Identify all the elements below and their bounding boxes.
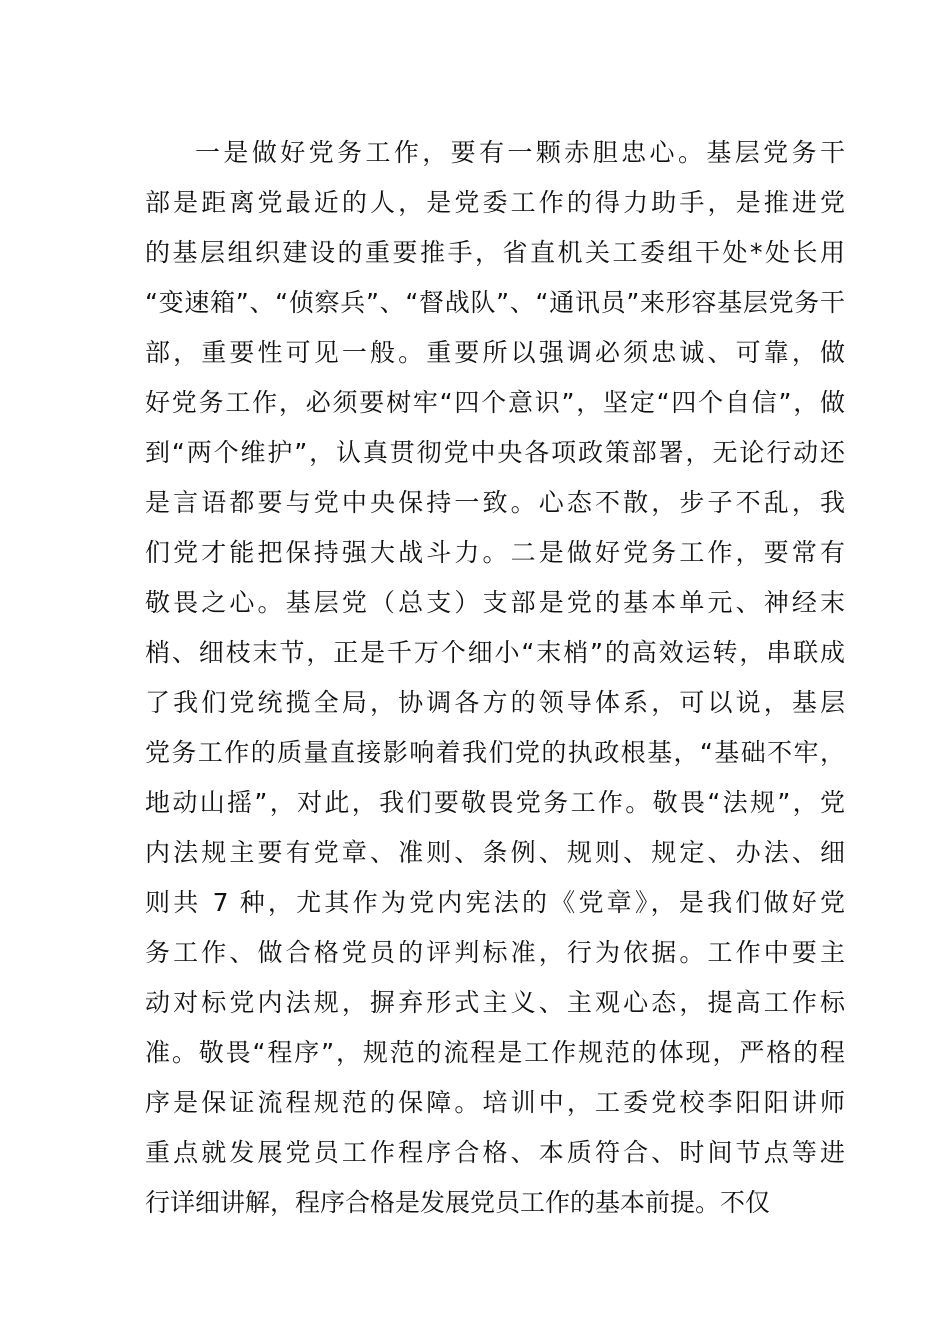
paragraph-line-17: 务工作、做合格党员的评判标准，行为依据。工作中要主 <box>145 938 845 967</box>
body-paragraph <box>145 128 845 1228</box>
paragraph-line-1: 一是做好党务工作，要有一颗赤胆忠心。基层党务干 <box>195 138 845 167</box>
paragraph-line-11: 梢、细枝末节，正是千万个细小“末梢”的高效运转，串联成 <box>145 638 845 667</box>
paragraph-line-8: 是言语都要与党中央保持一致。心态不散，步子不乱，我 <box>145 488 845 517</box>
paragraph-line-5: 部，重要性可见一般。重要所以强调必须忠诚、可靠，做 <box>145 338 845 367</box>
paragraph-line-21: 重点就发展党员工作程序合格、本质符合、时间节点等进 <box>145 1138 845 1167</box>
paragraph-line-14: 地动山摇”，对此，我们要敬畏党务工作。敬畏“法规”，党 <box>145 788 845 817</box>
paragraph-line-6: 好党务工作，必须要树牢“四个意识”，坚定“四个自信”，做 <box>145 388 845 417</box>
paragraph-line-15: 内法规主要有党章、准则、条例、规则、规定、办法、细 <box>145 838 845 867</box>
paragraph-line-22: 行详细讲解，程序合格是发展党员工作的基本前提。不仅 <box>145 1188 771 1217</box>
paragraph-line-13: 党务工作的质量直接影响着我们党的执政根基，“基础不牢， <box>145 738 845 767</box>
paragraph-line-4: “变速箱”、“侦察兵”、“督战队”、“通讯员”来形容基层党务干 <box>145 288 845 317</box>
paragraph-line-20: 序是保证流程规范的保障。培训中，工委党校李阳阳讲师 <box>145 1088 845 1117</box>
paragraph-line-10: 敬畏之心。基层党（总支）支部是党的基本单元、神经末 <box>145 588 845 617</box>
paragraph-line-16: 则共 7 种，尤其作为党内宪法的《党章》，是我们做好党 <box>145 888 845 917</box>
paragraph-line-9: 们党才能把保持强大战斗力。二是做好党务工作，要常有 <box>145 538 845 567</box>
paragraph-line-18: 动对标党内法规，摒弃形式主义、主观心态，提高工作标 <box>145 988 845 1017</box>
paragraph-line-19: 准。敬畏“程序”，规范的流程是工作规范的体现，严格的程 <box>145 1038 845 1067</box>
paragraph-line-7: 到“两个维护”，认真贯彻党中央各项政策部署，无论行动还 <box>145 438 845 467</box>
paragraph-line-2: 部是距离党最近的人，是党委工作的得力助手，是推进党 <box>145 188 845 217</box>
paragraph-line-3: 的基层组织建设的重要推手，省直机关工委组干处*处长用 <box>145 238 845 267</box>
paragraph-line-12: 了我们党统揽全局，协调各方的领导体系，可以说，基层 <box>145 688 845 717</box>
